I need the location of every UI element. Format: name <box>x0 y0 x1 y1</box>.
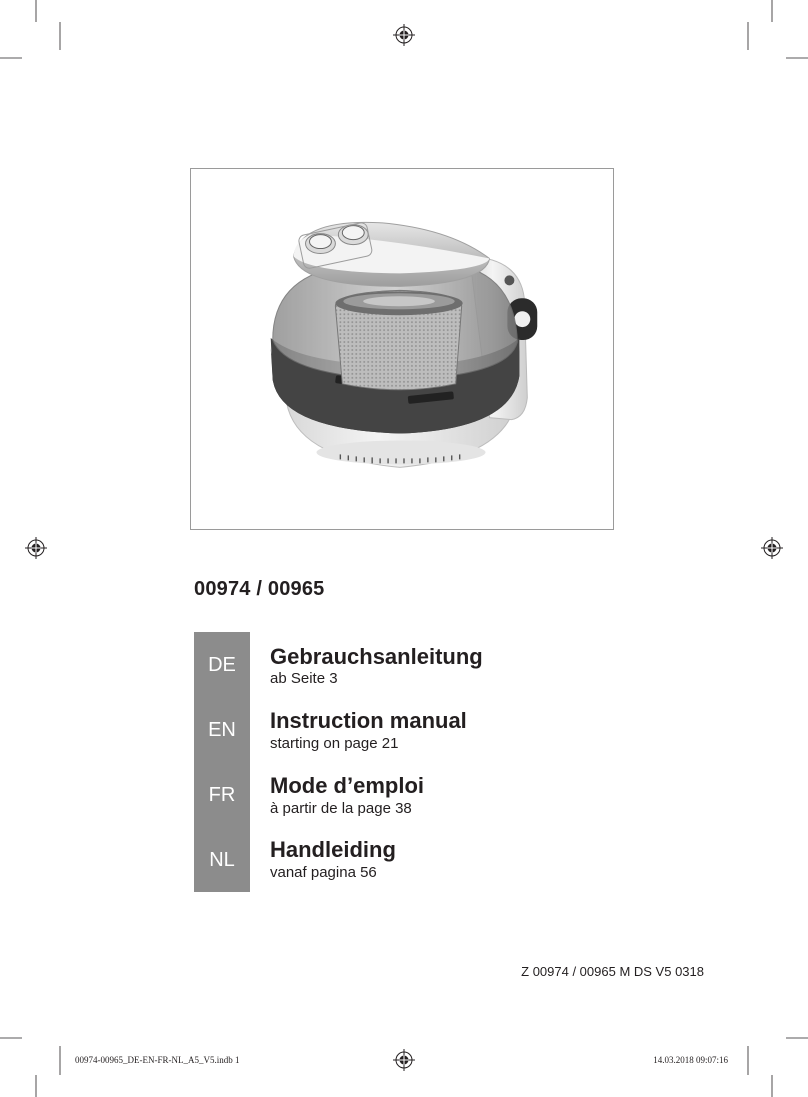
manual-title-fr: Mode d’emploi <box>270 773 424 798</box>
manual-subtitle-nl: vanaf pagina 56 <box>270 864 377 881</box>
language-code-fr: FR <box>208 784 236 806</box>
registration-mark-icon <box>761 537 783 559</box>
manual-subtitle-en: starting on page 21 <box>270 735 399 752</box>
language-code-de: DE <box>208 654 236 676</box>
registration-mark-icon <box>25 537 47 559</box>
manual-title-nl: Handleiding <box>270 837 396 862</box>
language-bar <box>194 632 250 892</box>
language-code-en: EN <box>208 719 236 741</box>
manual-title-de: Gebrauchsanleitung <box>270 644 483 669</box>
model-number: 00974 / 00965 <box>194 578 325 600</box>
product-photo-frame <box>190 168 614 530</box>
print-slug-timestamp: 14.03.2018 09:07:16 <box>653 1055 728 1065</box>
document-code: Z 00974 / 00965 M DS V5 0318 <box>521 964 704 979</box>
registration-mark-icon <box>393 24 415 46</box>
manual-subtitle-fr: à partir de la page 38 <box>270 800 412 817</box>
print-slug-file: 00974-00965_DE-EN-FR-NL_A5_V5.indb 1 <box>75 1055 240 1065</box>
registration-mark-icon <box>393 1049 415 1071</box>
air-fryer-image <box>191 169 613 529</box>
manual-subtitle-de: ab Seite 3 <box>270 670 338 687</box>
language-code-nl: NL <box>209 849 235 871</box>
manual-title-en: Instruction manual <box>270 708 467 733</box>
